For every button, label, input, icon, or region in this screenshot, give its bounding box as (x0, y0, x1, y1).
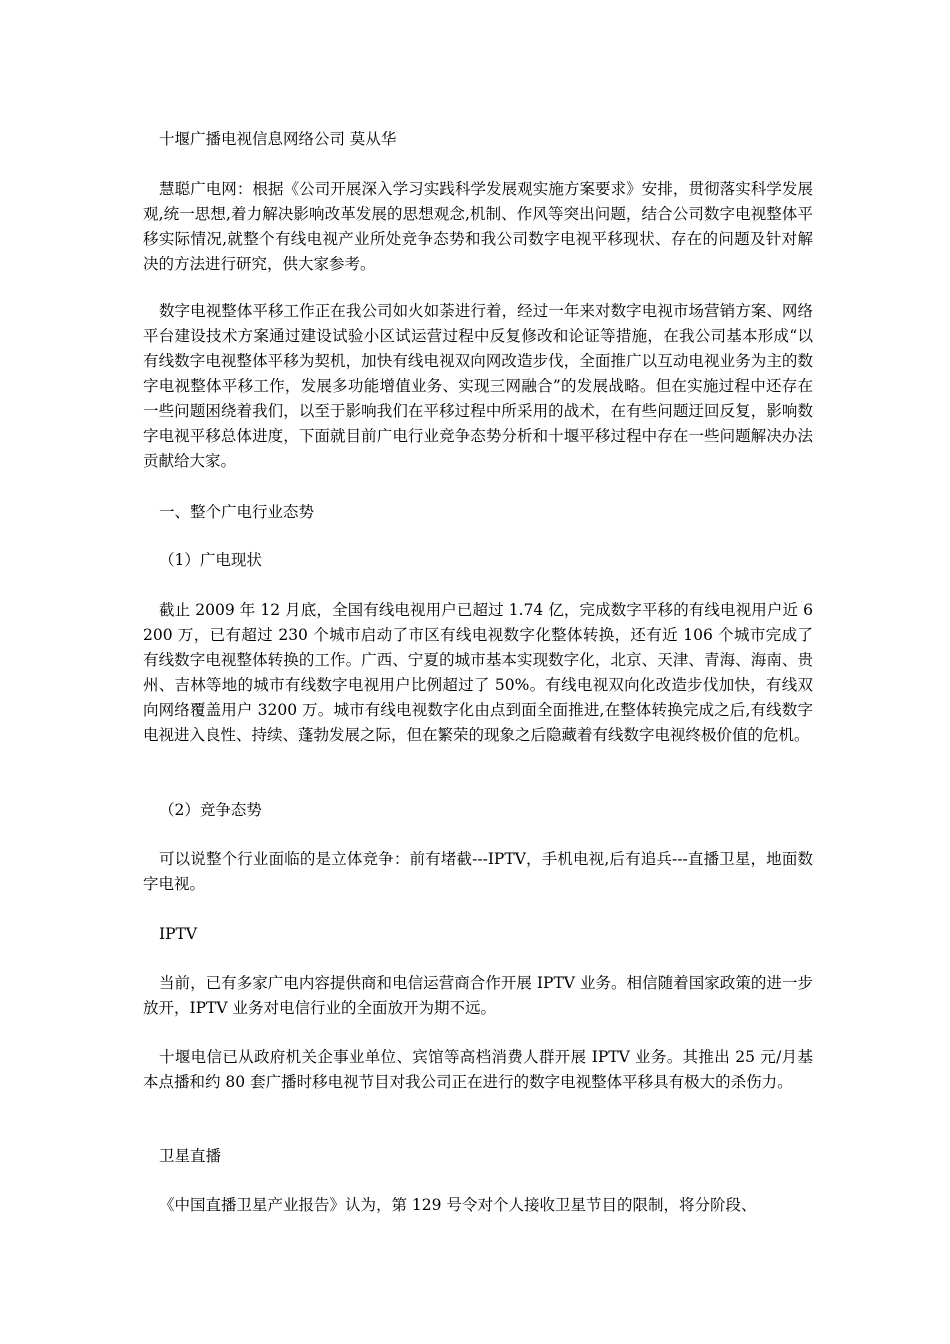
paragraph-strategy: 数字电视整体平移工作正在我公司如火如荼进行着，经过一年来对数字电视市场营销方案、网络平台建设技术方案通过建设试验小区试运营过程中反复修改和论证等措施，在我公司基本形成“以有线数字电视整体平移为契机，加快有线电视双向网改造步伐，全面推广以互动电视业务为主的数字电视整体平移工作，发展多功能增值业务、实现三网融合”的发展战略。但在实施过程中还存在一些问题困绕着我们，以至于影响我们在平移过程中所采用的战术，在有些问题迂回反复，影响数字电视平移总体进度，下面就目前广电行业竞争态势分析和十堰平移过程中存在一些问题解决办法贡献给大家。 (143, 302, 813, 470)
author-line: 十堰广播电视信息网络公司 莫从华 (159, 130, 397, 148)
paragraph-satellite: 《中国直播卫星产业报告》认为，第 129 号令对个人接收卫星节目的限制，将分阶段、 (159, 1196, 757, 1214)
section-heading-industry: 一、整个广电行业态势 (159, 503, 315, 521)
paragraph-iptv-1: 当前，已有多家广电内容提供商和电信运营商合作开展 IPTV 业务。相信随着国家政策的进一步放开，IPTV 业务对电信行业的全面放开为期不远。 (143, 974, 813, 1017)
heading-satellite: 卫星直播 (159, 1147, 222, 1165)
paragraph-iptv-2: 十堰电信已从政府机关企事业单位、宾馆等高档消费人群开展 IPTV 业务。其推出 25 元/月基本点播和约 80 套广播时移电视节目对我公司正在进行的数字电视整体平移具有极大的杀伤力。 (143, 1048, 813, 1091)
paragraph-status: 截止 2009 年 12 月底，全国有线电视用户已超过 1.74 亿，完成数字平移的有线电视用户近 6200 万，已有超过 230 个城市启动了市区有线电视数字化整体转换，还有近 106 个城市完成了有线数字电视整体转换的工作。广西、宁夏的城市基本实现数字化，北京、天津、青海、海南、贵州、吉林等地的城市有线数字电视用户比例超过了 50%。有线电视双向化改造步伐加快，有线双向网络覆盖用户 3200 万。城市有线电视数字化由点到面全面推进,在整体转换完成之后,有线数字电视进入良性、持续、蓬勃发展之际，但在繁荣的现象之后隐藏着有线数字电视终极价值的危机。 (143, 601, 813, 744)
paragraph-intro: 慧聪广电网：根据《公司开展深入学习实践科学发展观实施方案要求》安排，贯彻落实科学发展观,统一思想,着力解决影响改革发展的思想观念,机制、作风等突出问题，结合公司数字电视整体平移实际情况,就整个有线电视产业所处竞争态势和我公司数字电视平移现状、存在的问题及针对解决的方法进行研究，供大家参考。 (143, 180, 813, 273)
paragraph-competition: 可以说整个行业面临的是立体竞争：前有堵截---IPTV，手机电视,后有追兵---直播卫星，地面数字电视。 (143, 850, 813, 893)
subsection-heading-competition: （2）竞争态势 (159, 801, 262, 819)
subsection-heading-status: （1）广电现状 (159, 551, 262, 569)
heading-iptv: IPTV (159, 925, 198, 943)
